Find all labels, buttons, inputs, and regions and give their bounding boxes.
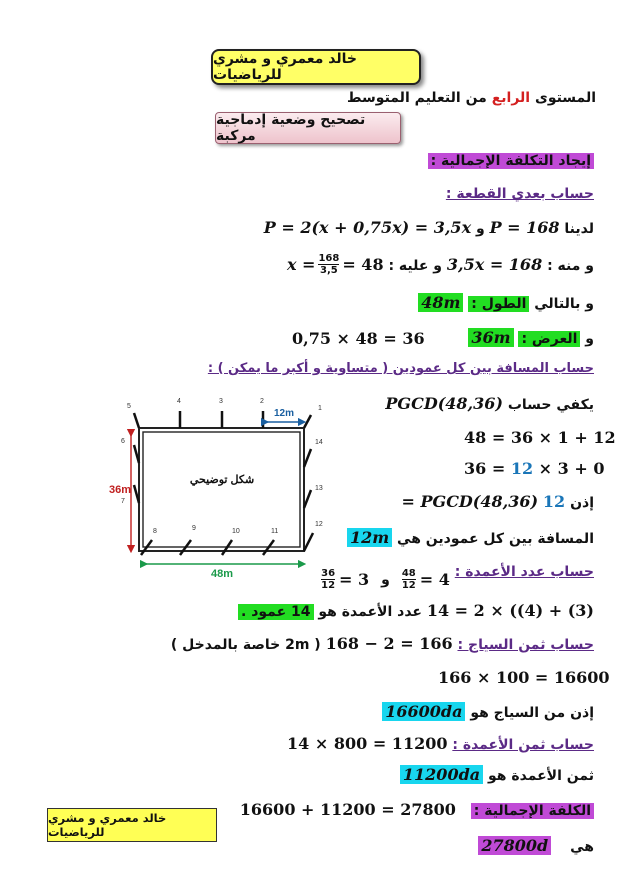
line-length: [418, 293, 594, 312]
fraction-equations: [321, 568, 450, 591]
fraction: [321, 568, 335, 591]
line-fence-price-result: [382, 702, 594, 721]
post-number: 2: [260, 398, 264, 405]
post-number: 3: [219, 398, 223, 405]
line-total-cost-result: [478, 836, 594, 855]
fraction-result: = 4: [419, 570, 450, 589]
word: و: [381, 571, 390, 588]
equation: P = 168: [489, 218, 560, 237]
footer-text: خالد معمري و مشري للرياضيات: [48, 811, 167, 839]
top-dimension-label: 12m: [273, 408, 295, 419]
bottom-dimension-label: 48m: [210, 568, 234, 580]
length-label: الطول :: [468, 296, 529, 312]
word: و عليه :: [388, 258, 442, 274]
posts-price-value: 11200da: [400, 765, 483, 784]
euclid-step-2: [464, 459, 604, 478]
line-post-total: [238, 601, 594, 620]
denominator: 12: [321, 580, 336, 591]
numerator: 168: [318, 253, 340, 264]
side-dimension-label: 36m: [108, 484, 132, 496]
fraction: [402, 568, 416, 591]
post-count-value: 14 عمود .: [238, 604, 313, 620]
width-value: 36m: [468, 328, 513, 347]
fence-price-equation: 166 × 100 = 16600: [438, 668, 610, 687]
equation: 168 − 2 = 166: [325, 634, 453, 653]
subtitle-banner: [215, 112, 401, 144]
field-outer: [139, 428, 304, 551]
title-text: خالد معمري و مشري للرياضيات: [213, 51, 357, 83]
subtitle-text: تصحيح وضعية إدماجية مركبة: [216, 112, 366, 144]
line-perimeter: [264, 218, 594, 237]
post-number: 11: [271, 528, 279, 535]
diagram-caption: شكل توضيحي: [189, 474, 255, 486]
title-banner: [211, 49, 421, 85]
equation: 16600 + 11200 = 27800: [239, 800, 456, 819]
word: و: [475, 221, 485, 237]
equation-lhs: x =: [286, 255, 316, 274]
word: يكفي حساب: [507, 397, 594, 413]
post-number: 10: [232, 528, 240, 535]
equation: = PGCD(48,36): [401, 492, 539, 511]
euclid-step-1: 48 = 36 × 1 + 12: [464, 428, 616, 447]
word: عدد الأعمدة هو: [318, 604, 422, 620]
note: ( 2m خاصة بالمدخل ): [170, 637, 321, 653]
numerator: 48: [401, 568, 416, 579]
line-total-cost: [240, 800, 594, 819]
line-width: [468, 328, 594, 347]
equation-part: 12: [510, 459, 534, 478]
result-value: 12: [542, 492, 566, 511]
length-value: 48m: [418, 293, 463, 312]
width-label: العرض :: [518, 331, 580, 347]
word: و منه :: [547, 258, 594, 274]
line-fence-price: [171, 634, 594, 653]
word: و: [585, 331, 594, 347]
post: [304, 533, 313, 551]
post-number: 13: [315, 485, 323, 492]
line-pgcd-result: [402, 492, 594, 511]
fraction: [318, 253, 339, 276]
footer-banner: [47, 808, 217, 842]
word: هي: [570, 839, 594, 855]
post: [304, 490, 311, 508]
width-calculation: 0,75 × 48 = 36: [292, 329, 425, 348]
word: المسافة بين كل عمودين هي: [397, 531, 594, 547]
section-total-cost-heading: [428, 153, 594, 169]
distance-heading: [208, 361, 594, 376]
equation: 14 × 800 = 11200: [287, 734, 448, 753]
post-number: 4: [177, 398, 181, 405]
fence-price-value: 16600da: [382, 702, 465, 721]
level-prefix: المستوى: [534, 90, 596, 106]
numerator: 36: [321, 568, 336, 579]
post-number: 14: [315, 439, 323, 446]
word: إذن: [570, 495, 594, 511]
post: [134, 413, 139, 428]
dimensions-heading: [446, 186, 594, 202]
word: لدينا: [564, 221, 594, 237]
total-cost-value: 27800d: [478, 836, 551, 855]
post: [304, 415, 311, 428]
heading-text: حساب بعدي القطعة :: [445, 186, 594, 202]
post-number: 1: [318, 405, 322, 412]
post-number: 8: [153, 528, 157, 535]
line-posts-price: [287, 734, 594, 753]
level-highlight: الرابع: [491, 90, 531, 106]
heading-text: الكلفة الإجمالية :: [471, 803, 594, 819]
post: [304, 449, 311, 467]
heading-text: حساب ثمن الأعمدة :: [452, 737, 594, 753]
line-posts-price-result: [400, 765, 594, 784]
post-number: 5: [127, 403, 131, 410]
line-pgcd: [385, 394, 594, 413]
equation: 3,5x = 168: [446, 255, 543, 274]
heading-text: حساب عدد الأعمدة :: [454, 564, 594, 580]
fence-diagram: [108, 393, 336, 583]
fraction-equation: [287, 253, 384, 276]
word: إذن من السياج هو: [470, 705, 594, 721]
equation: 14 = 2 × ((4) + (3): [426, 601, 594, 620]
post-number: 12: [315, 521, 323, 528]
post-number: 7: [121, 498, 125, 505]
denominator: 12: [401, 580, 416, 591]
level-line: [347, 90, 596, 106]
denominator: 3,5: [320, 265, 338, 276]
post-number: 9: [192, 525, 196, 532]
equation: P = 2(x + 0,75x) = 3,5x: [263, 218, 472, 237]
line-post-count: [321, 564, 594, 591]
level-suffix: من التعليم المتوسط: [347, 90, 487, 106]
post-number: 6: [121, 438, 125, 445]
equation-rhs: = 48: [342, 255, 384, 274]
fraction-result: = 3: [339, 570, 370, 589]
heading-text: حساب المسافة بين كل عمودين ( متساوية و أكبر ما يمكن ) :: [207, 361, 594, 376]
line-distance: [347, 528, 594, 547]
equation-part: 36 =: [464, 459, 506, 478]
word: و بالتالي: [534, 296, 594, 312]
distance-value: 12m: [347, 528, 392, 547]
word: ثمن الأعمدة هو: [488, 768, 594, 784]
equation-part: × 3 + 0: [538, 459, 605, 478]
line-solve-x: [287, 253, 594, 276]
equation: PGCD(48,36): [385, 394, 503, 413]
heading-text: إيجاد التكلفة الإجمالية :: [428, 153, 594, 169]
heading-text: حساب ثمن السياج :: [457, 637, 594, 653]
